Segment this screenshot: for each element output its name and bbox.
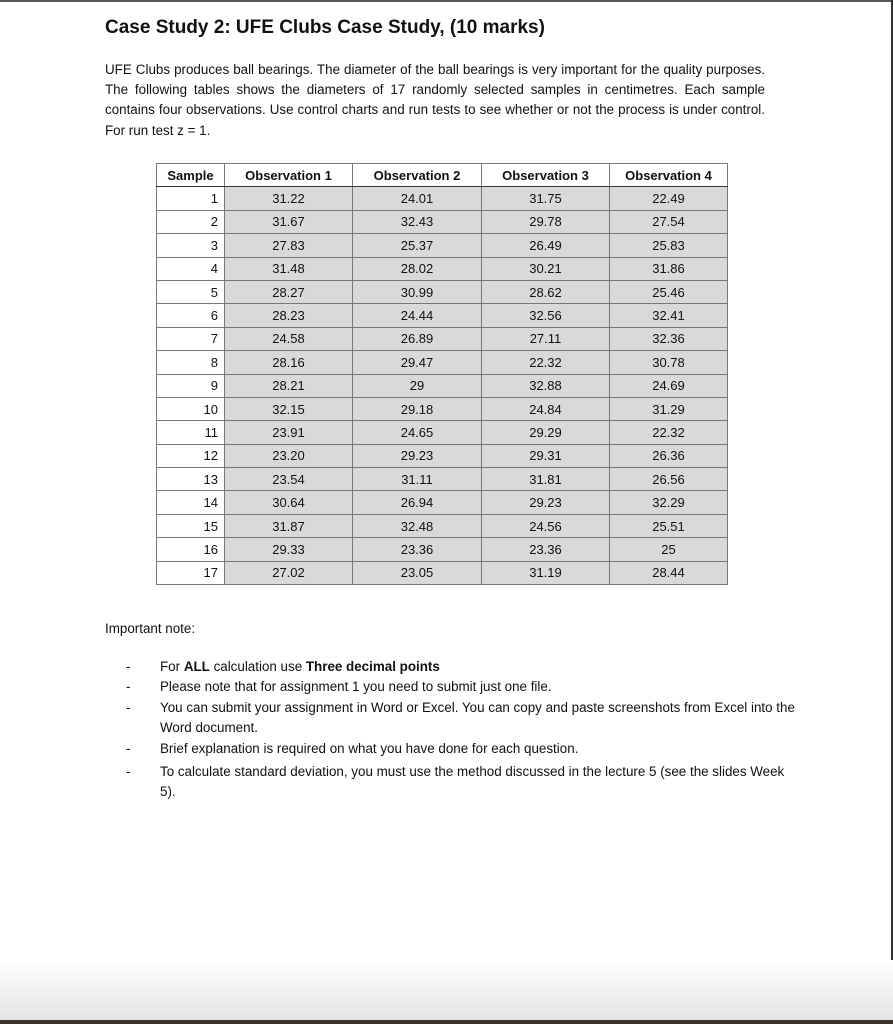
table-row xyxy=(157,421,728,444)
observation-2-cell: 31.11 xyxy=(353,468,482,491)
observation-1-cell: 28.16 xyxy=(225,351,353,374)
observation-4-cell: 25.46 xyxy=(610,280,728,303)
header-observation-4: Observation 4 xyxy=(610,164,728,187)
window-bottom-bar xyxy=(0,1020,893,1024)
sample-number-cell: 17 xyxy=(157,561,225,584)
observation-1-cell: 27.83 xyxy=(225,234,353,257)
list-dash: - xyxy=(126,679,131,695)
table-row xyxy=(157,234,728,257)
observation-1-cell: 29.33 xyxy=(225,538,353,561)
note-bold: ALL xyxy=(183,659,210,674)
table-row xyxy=(157,327,728,350)
note-text: Brief explanation is required on what you have done for each question. xyxy=(160,740,579,756)
observation-3-cell: 31.19 xyxy=(482,561,610,584)
observation-1-cell: 28.21 xyxy=(225,374,353,397)
header-sample: Sample xyxy=(157,164,225,187)
note-item xyxy=(126,739,796,759)
observation-3-cell: 29.29 xyxy=(482,421,610,444)
table-row xyxy=(157,444,728,467)
page-top-border xyxy=(0,0,893,2)
intro-paragraph: UFE Clubs produces ball bearings. The diameter of the ball bearings is very important for the quality purposes. The following tables shows the diameters of 17 randomly selected samples in centimetres. Each sample contains four observations. Use control charts and run tests to see whether or not the process is under control. For run test z = 1. xyxy=(105,62,765,138)
observation-2-cell: 28.02 xyxy=(353,257,482,280)
observation-1-cell: 31.87 xyxy=(225,514,353,537)
observations-table xyxy=(156,163,728,585)
sample-number-cell: 2 xyxy=(157,210,225,233)
observation-3-cell: 22.32 xyxy=(482,351,610,374)
observation-2-cell: 23.05 xyxy=(353,561,482,584)
sample-number-cell: 10 xyxy=(157,397,225,420)
table-row xyxy=(157,397,728,420)
sample-number-cell: 6 xyxy=(157,304,225,327)
observation-1-cell: 23.91 xyxy=(225,421,353,444)
observation-3-cell: 29.23 xyxy=(482,491,610,514)
observation-4-cell: 26.36 xyxy=(610,444,728,467)
note-item xyxy=(126,677,796,697)
observation-1-cell: 24.58 xyxy=(225,327,353,350)
observation-3-cell: 28.62 xyxy=(482,280,610,303)
observation-2-cell: 29.23 xyxy=(353,444,482,467)
observation-4-cell: 22.49 xyxy=(610,187,728,210)
note-text: To calculate standard deviation, you must use the method discussed in the lecture 5 (see the slides Week 5). xyxy=(160,764,785,800)
table-row xyxy=(157,351,728,374)
sample-number-cell: 13 xyxy=(157,468,225,491)
observation-2-cell: 26.94 xyxy=(353,491,482,514)
observation-1-cell: 28.23 xyxy=(225,304,353,327)
observation-4-cell: 32.41 xyxy=(610,304,728,327)
table-row xyxy=(157,210,728,233)
observation-1-cell: 31.48 xyxy=(225,257,353,280)
sample-number-cell: 7 xyxy=(157,327,225,350)
sample-number-cell: 11 xyxy=(157,421,225,444)
observation-3-cell: 26.49 xyxy=(482,234,610,257)
sample-number-cell: 14 xyxy=(157,491,225,514)
observation-4-cell: 31.29 xyxy=(610,397,728,420)
observation-2-cell: 29.47 xyxy=(353,351,482,374)
observation-2-cell: 24.01 xyxy=(353,187,482,210)
observation-3-cell: 31.75 xyxy=(482,187,610,210)
observation-4-cell: 31.86 xyxy=(610,257,728,280)
observation-4-cell: 32.29 xyxy=(610,491,728,514)
table-row xyxy=(157,304,728,327)
note-text: calculation use xyxy=(209,659,306,674)
header-observation-2: Observation 2 xyxy=(353,164,482,187)
observation-3-cell: 24.84 xyxy=(482,397,610,420)
observation-2-cell: 29 xyxy=(353,374,482,397)
observation-2-cell: 26.89 xyxy=(353,327,482,350)
observation-4-cell: 22.32 xyxy=(610,421,728,444)
observation-4-cell: 25.83 xyxy=(610,234,728,257)
observation-2-cell: 32.48 xyxy=(353,514,482,537)
observation-1-cell: 31.22 xyxy=(225,187,353,210)
observation-2-cell: 25.37 xyxy=(353,234,482,257)
table-row xyxy=(157,468,728,491)
table-row xyxy=(157,491,728,514)
header-observation-3: Observation 3 xyxy=(482,164,610,187)
observation-3-cell: 29.31 xyxy=(482,444,610,467)
observation-3-cell: 29.78 xyxy=(482,210,610,233)
observation-3-cell: 31.81 xyxy=(482,468,610,491)
observation-2-cell: 30.99 xyxy=(353,280,482,303)
observation-2-cell: 29.18 xyxy=(353,397,482,420)
observation-1-cell: 31.67 xyxy=(225,210,353,233)
table-row xyxy=(157,187,728,210)
table-row xyxy=(157,257,728,280)
sample-number-cell: 5 xyxy=(157,280,225,303)
observation-4-cell: 27.54 xyxy=(610,210,728,233)
table-row xyxy=(157,538,728,561)
sample-number-cell: 9 xyxy=(157,374,225,397)
observation-4-cell: 25.51 xyxy=(610,514,728,537)
observation-4-cell: 26.56 xyxy=(610,468,728,491)
observation-2-cell: 24.65 xyxy=(353,421,482,444)
list-dash: - xyxy=(126,699,131,715)
observation-3-cell: 32.88 xyxy=(482,374,610,397)
case-study-title: Case Study 2: UFE Clubs Case Study, (10 marks) xyxy=(105,17,545,38)
observation-2-cell: 24.44 xyxy=(353,304,482,327)
table-header-row xyxy=(157,164,728,187)
sample-number-cell: 15 xyxy=(157,514,225,537)
observation-4-cell: 25 xyxy=(610,538,728,561)
table-row xyxy=(157,280,728,303)
observation-3-cell: 27.11 xyxy=(482,327,610,350)
observation-1-cell: 28.27 xyxy=(225,280,353,303)
note-text: Please note that for assignment 1 you need to submit just one file. xyxy=(160,679,552,695)
page-bottom-shade xyxy=(0,960,893,1020)
note-bold: Three decimal points xyxy=(305,659,440,674)
observation-1-cell: 30.64 xyxy=(225,491,353,514)
observation-4-cell: 28.44 xyxy=(610,561,728,584)
observation-1-cell: 27.02 xyxy=(225,561,353,584)
observation-1-cell: 32.15 xyxy=(225,397,353,420)
note-item xyxy=(126,762,796,803)
observation-3-cell: 30.21 xyxy=(482,257,610,280)
list-dash: - xyxy=(126,659,131,674)
table-row xyxy=(157,561,728,584)
observation-1-cell: 23.54 xyxy=(225,468,353,491)
list-dash: - xyxy=(126,740,131,756)
note-text: For xyxy=(160,659,184,674)
sample-number-cell: 3 xyxy=(157,234,225,257)
list-dash: - xyxy=(126,764,131,780)
observation-1-cell: 23.20 xyxy=(225,444,353,467)
observation-2-cell: 23.36 xyxy=(353,538,482,561)
observation-3-cell: 32.56 xyxy=(482,304,610,327)
notes-list xyxy=(126,657,796,803)
header-observation-1: Observation 1 xyxy=(225,164,353,187)
observation-4-cell: 32.36 xyxy=(610,327,728,350)
observation-3-cell: 23.36 xyxy=(482,538,610,561)
sample-number-cell: 16 xyxy=(157,538,225,561)
sample-number-cell: 1 xyxy=(157,187,225,210)
observation-4-cell: 30.78 xyxy=(610,351,728,374)
important-note-heading: Important note: xyxy=(105,621,196,636)
table-row xyxy=(157,374,728,397)
observation-3-cell: 24.56 xyxy=(482,514,610,537)
note-text: You can submit your assignment in Word or Excel. You can copy and paste screenshots from Excel into the Word document. xyxy=(160,699,795,736)
sample-number-cell: 8 xyxy=(157,351,225,374)
table-row xyxy=(157,514,728,537)
sample-number-cell: 12 xyxy=(157,444,225,467)
note-item xyxy=(126,698,796,739)
sample-number-cell: 4 xyxy=(157,257,225,280)
observation-2-cell: 32.43 xyxy=(353,210,482,233)
observation-4-cell: 24.69 xyxy=(610,374,728,397)
note-item xyxy=(126,657,796,677)
